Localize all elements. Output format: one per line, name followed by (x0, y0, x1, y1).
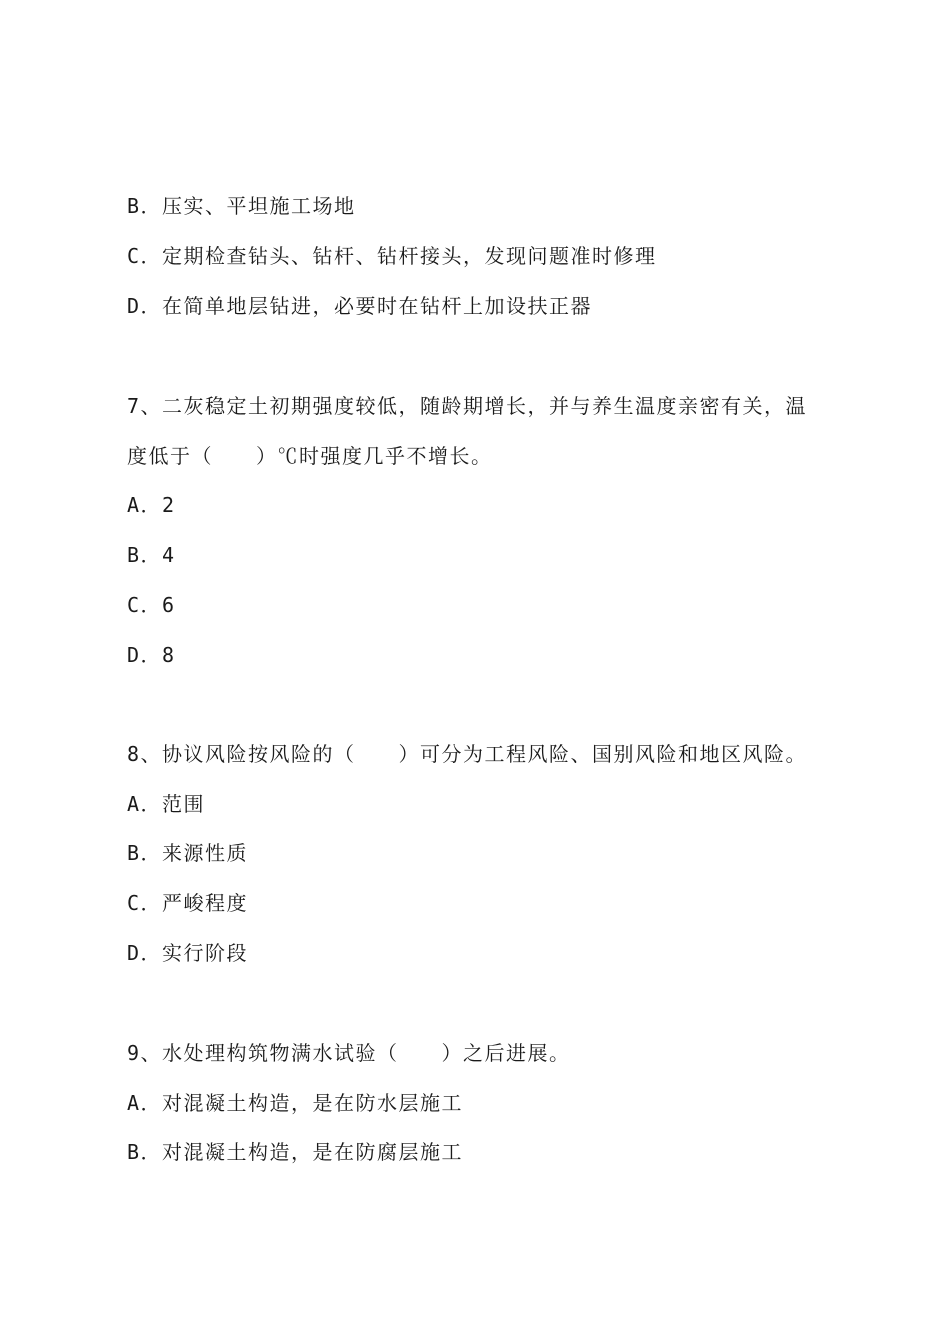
q8-option-d: D．实行阶段 (127, 941, 249, 965)
q7-option-b: B．4 (127, 543, 176, 567)
q6-option-c: C．定期检查钻头、钻杆、钻杆接头，发现问题准时修理 (127, 244, 657, 268)
q6-option-b: B．压实、平坦施工场地 (127, 194, 356, 218)
q7-option-c: C．6 (127, 593, 176, 617)
q6-option-d: D．在简单地层钻进，必要时在钻杆上加设扶正器 (127, 294, 593, 318)
q7-stem-line2: 度低于（ ）℃时强度几乎不增长。 (127, 444, 493, 468)
q8-option-a: A．范围 (127, 792, 206, 816)
q8-option-c: C．严峻程度 (127, 891, 249, 915)
q9-option-a: A．对混凝土构造，是在防水层施工 (127, 1091, 464, 1115)
q9-stem: 9、水处理构筑物满水试验（ ）之后进展。 (127, 1041, 571, 1065)
q9-option-b: B．对混凝土构造，是在防腐层施工 (127, 1140, 464, 1164)
q7-stem-line1: 7、二灰稳定土初期强度较低，随龄期增长，并与养生温度亲密有关，温 (127, 394, 808, 418)
q7-option-a: A．2 (127, 493, 176, 517)
q8-stem: 8、协议风险按风险的（ ）可分为工程风险、国别风险和地区风险。 (127, 742, 808, 766)
q7-option-d: D．8 (127, 643, 176, 667)
q8-option-b: B．来源性质 (127, 841, 249, 865)
